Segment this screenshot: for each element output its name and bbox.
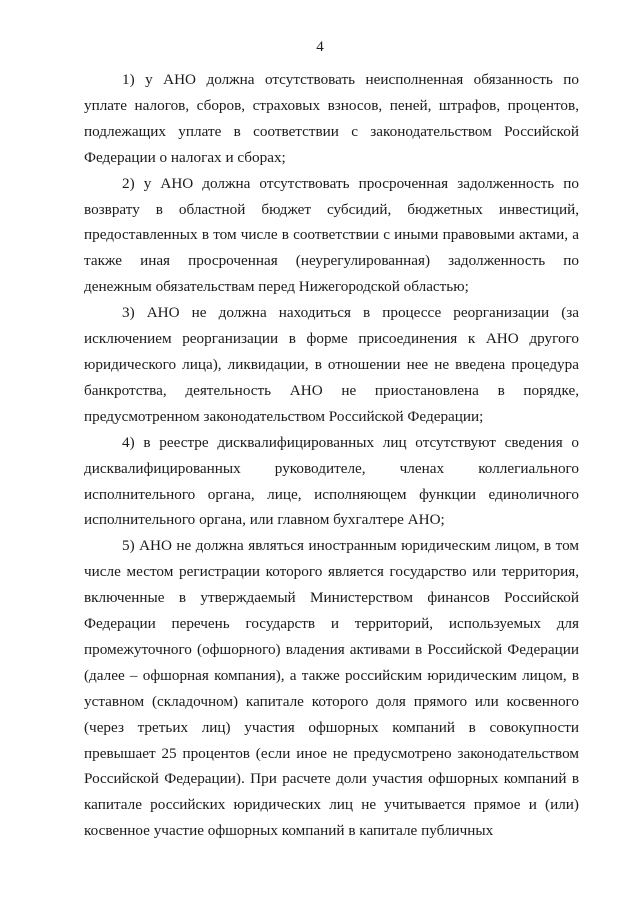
paragraph-item-1: 1) у АНО должна отсутствовать неисполненная обязанность по уплате налогов, сборов, страховых взносов, пеней, штрафов, процентов, подлежащих уплате в соответствии с законодательством Российской Федерации о налогах и сборах; xyxy=(84,71,579,166)
paragraph-item-3: 3) АНО не должна находиться в процессе реорганизации (за исключением реорганизации в форме присоединения к АНО другого юридического лица), ликвидации, в отношении нее не введена процедура банкротства, деятельность АНО не приостановлена в порядке, предусмотренном законодательством Российской Федерации; xyxy=(84,304,579,425)
paragraph-item-4: 4) в реестре дисквалифицированных лиц отсутствуют сведения о дисквалифицированных руководителе, членах коллегиального исполнительного органа, лице, исполняющем функции единоличного исполнительного органа, или главном бухгалтере АНО; xyxy=(84,433,579,529)
document-body xyxy=(84,67,579,844)
page-number: 4 xyxy=(316,39,324,55)
paragraph-item-2: 2) у АНО должна отсутствовать просроченная задолженность по возврату в областной бюджет субсидий, бюджетных инвестиций, предоставленных в том числе в соответствии с иными правовыми актами, а также иная просроченная (неурегулированная) задолженность по денежным обязательствам перед Нижегородской областью; xyxy=(84,174,579,296)
paragraph-item-5: 5) АНО не должна являться иностранным юридическим лицом, в том числе местом регистрации которого является государство или территория, включенные в утверждаемый Министерством финансов Российской Федерации перечень государств и территорий, используемых для промежуточного (офшорного) владения активами в Российской Федерации (далее – офшорная компания), а также российским юридическим лицом, в уставном (складочном) капитале которого доля прямого или косвенного (через третьих лиц) участия офшорных компаний в совокупности превышает 25 процентов (если иное не предусмотрено законодательством Российской Федерации). При расчете доли участия офшорных компаний в капитале российских юридических лиц не учитывается прямое и (или) косвенное участие офшорных компаний в капитале публичных xyxy=(84,537,579,840)
